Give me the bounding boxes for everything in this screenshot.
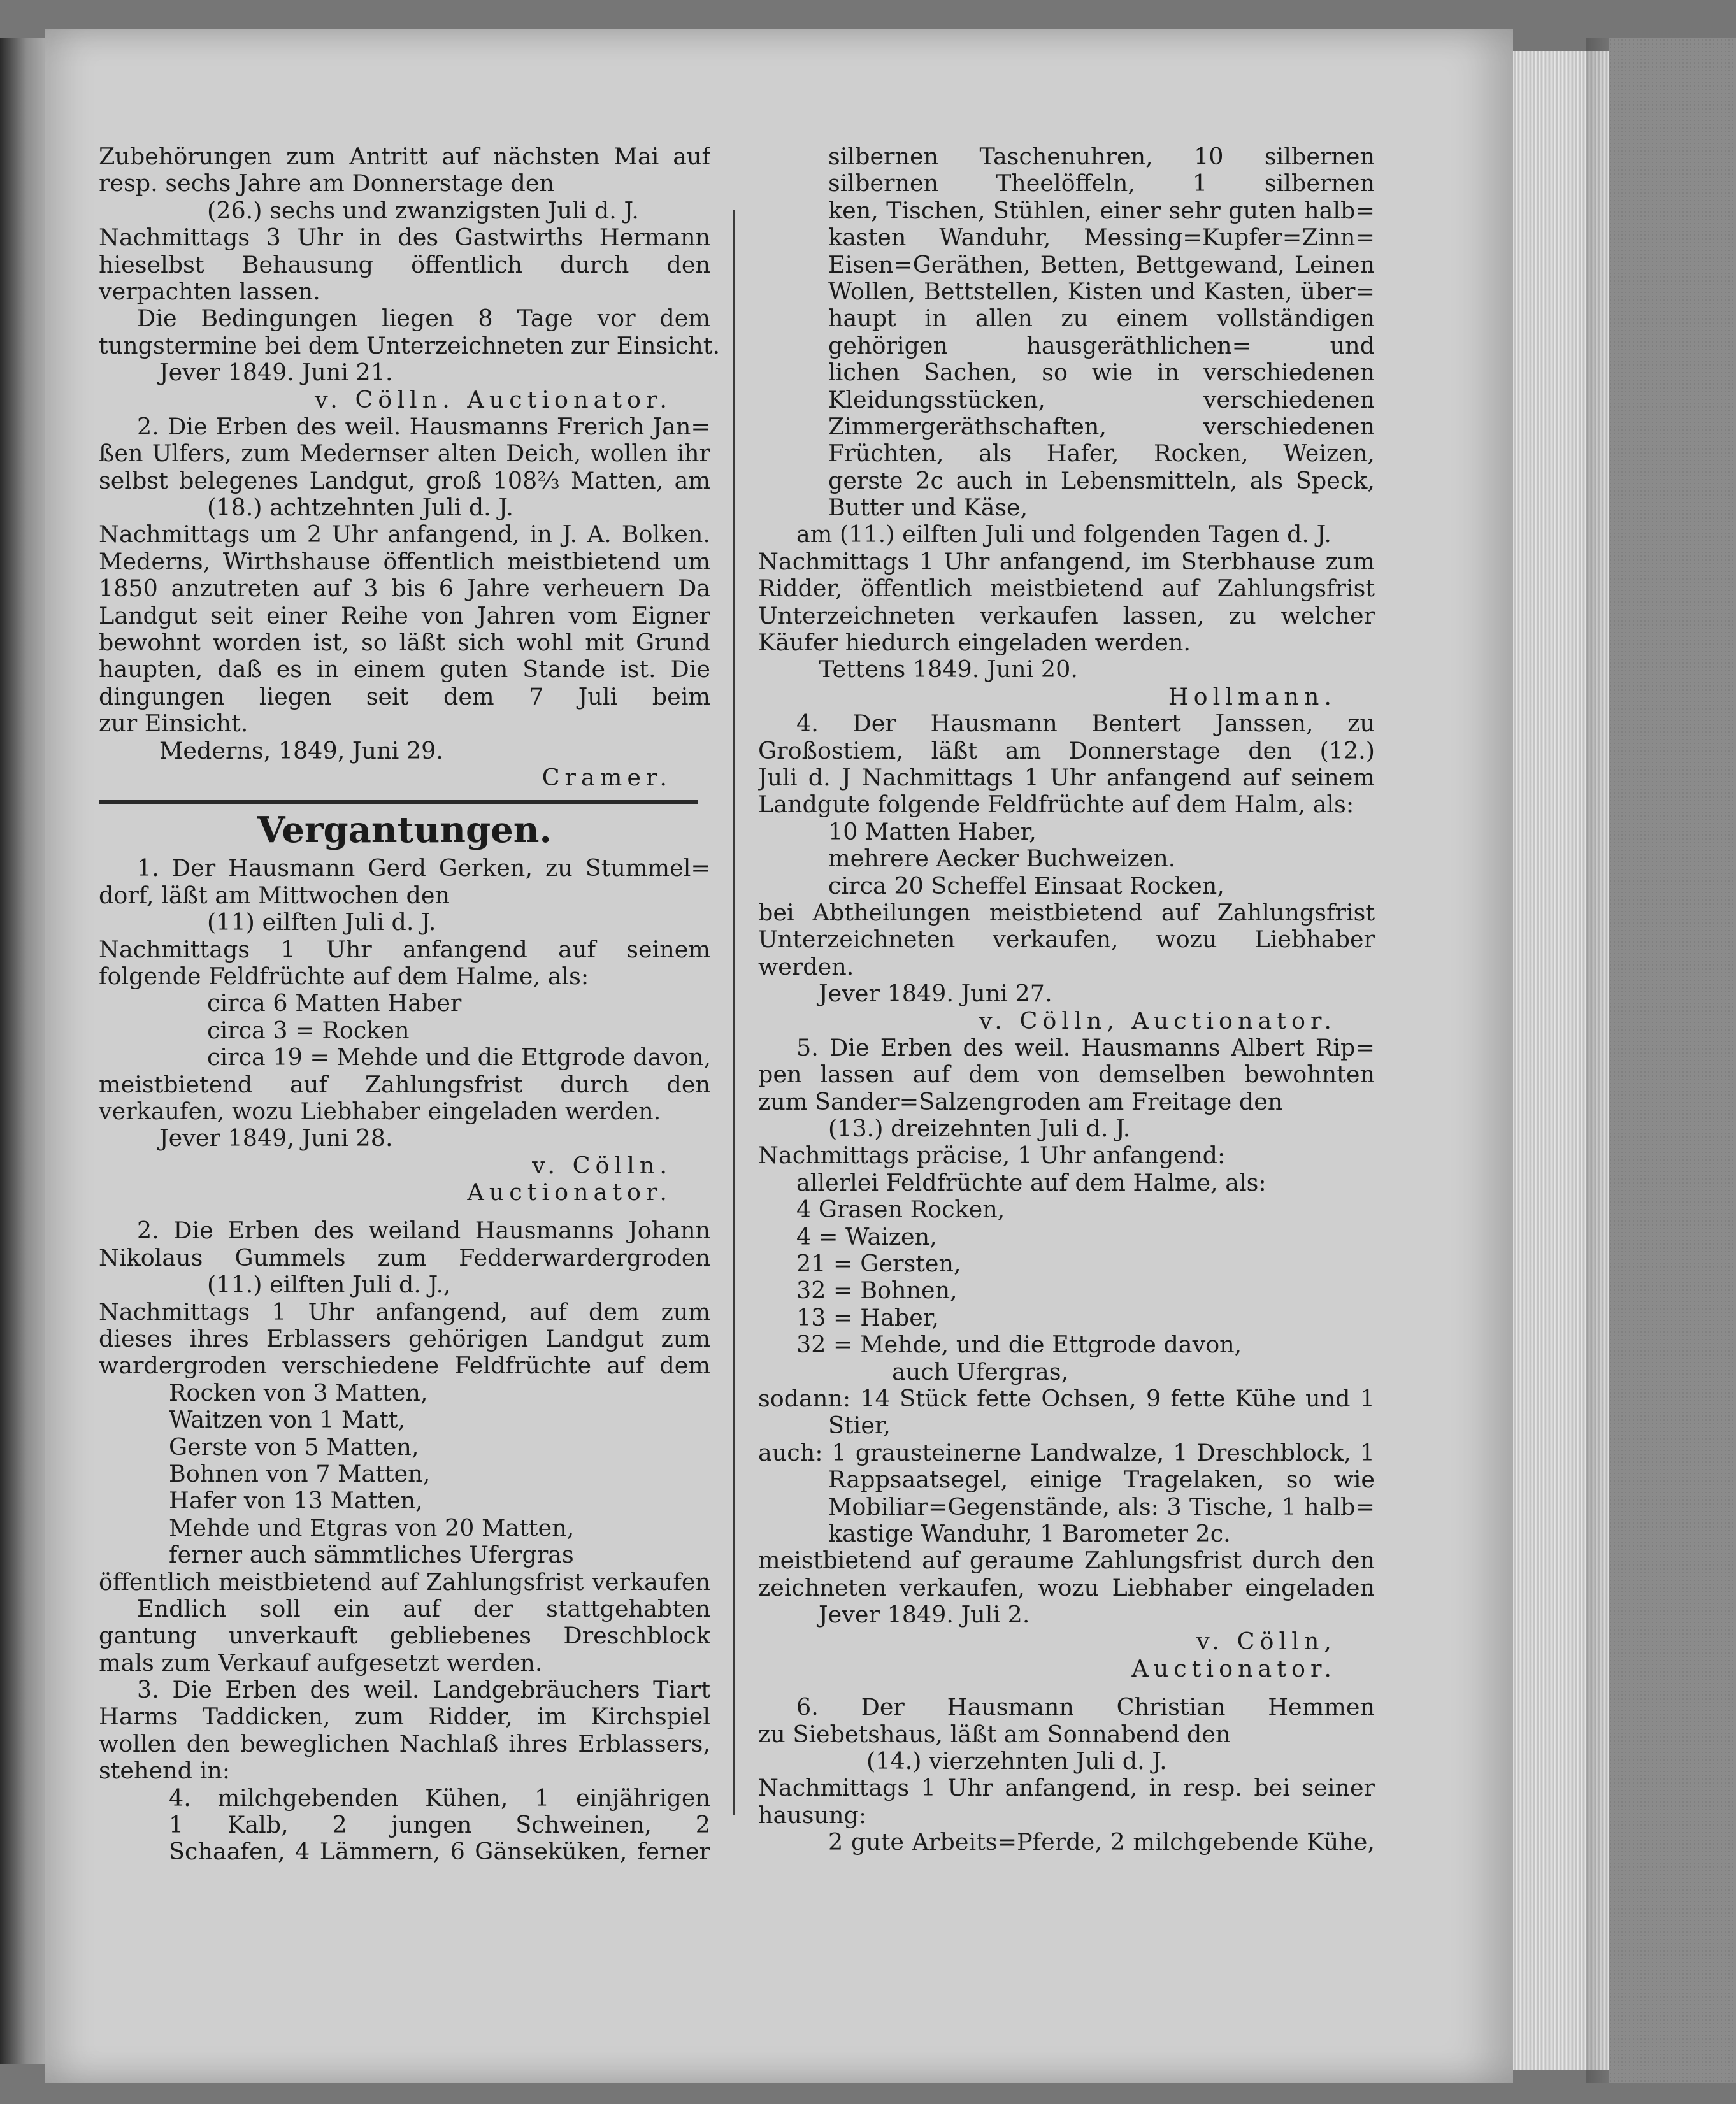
text-line: (14.) vierzehnten Juli d. J.	[866, 1747, 1167, 1775]
text-line: Gerste von 5 Matten,	[169, 1433, 419, 1461]
text-line: zu Siebetshaus, läßt am Sonnabend den	[758, 1720, 1231, 1748]
signature-line: v. Cölln.	[532, 1151, 672, 1179]
text-line: haupt in allen zu einem vollständigen	[828, 305, 1375, 333]
text-line: Früchten, als Hafer, Rocken, Weizen,	[828, 440, 1375, 468]
text-line: meistbietend auf geraume Zahlungsfrist durch den	[758, 1547, 1375, 1575]
text-line: kastige Wanduhr, 1 Barometer 2c.	[828, 1519, 1231, 1547]
text-line: stehend in:	[99, 1757, 231, 1785]
signature-line: v. Cölln,	[1196, 1628, 1337, 1656]
text-line: gehörigen hausgeräthlichen= und	[828, 332, 1375, 359]
signature-line: Cramer.	[542, 763, 672, 791]
text-line: Kleidungsstücken, verschiedenen	[828, 386, 1375, 413]
text-line: Mobiliar=Gegenstände, als: 3 Tische, 1 halb=	[828, 1493, 1375, 1521]
text-line: 32 = Bohnen,	[796, 1277, 958, 1305]
text-line: Nachmittags präcise, 1 Uhr anfangend:	[758, 1141, 1226, 1170]
text-line: sodann: 14 Stück fette Ochsen, 9 fette Kühe und 1	[758, 1385, 1375, 1412]
text-line: hausung:	[758, 1801, 867, 1829]
text-line: Wollen, Bettstellen, Kisten und Kasten, über=	[828, 278, 1375, 305]
text-line: wollen den beweglichen Nachlaß ihres Erblassers,	[99, 1730, 710, 1757]
text-line: zur Einsicht.	[99, 710, 248, 738]
text-line: Nachmittags 1 Uhr anfangend, im Sterbhause zum	[758, 548, 1375, 575]
column-divider	[733, 210, 735, 1815]
text-line: Jever 1849, Juni 28.	[159, 1124, 393, 1152]
text-line: ferner auch sämmtliches Ufergras	[169, 1541, 574, 1569]
section-rule	[99, 800, 698, 804]
text-line: (11.) eilften Juli d. J.,	[207, 1271, 451, 1299]
text-line: Stier,	[828, 1412, 891, 1440]
text-line: Landgut seit einer Reihe von Jahren vom Eigner	[99, 602, 710, 629]
text-line: Nachmittags 1 Uhr anfangend, in resp. bei seiner	[758, 1775, 1375, 1802]
spacer	[758, 1682, 1375, 1694]
text-line: Zimmergeräthschaften, verschiedenen	[828, 413, 1375, 440]
text-line: Tettens 1849. Juni 20.	[819, 655, 1078, 683]
text-line: silbernen Taschenuhren, 10 silbernen	[828, 143, 1375, 170]
text-line: Landgute folgende Feldfrüchte auf dem Halm, als:	[758, 791, 1354, 819]
text-line: mehrere Aecker Buchweizen.	[828, 845, 1176, 873]
text-line: Mederns, 1849, Juni 29.	[159, 736, 443, 764]
text-line: 21 = Gersten,	[796, 1250, 961, 1278]
text-line: werden.	[758, 952, 854, 980]
text-line: Mederns, Wirthshause öffentlich meistbietend um	[99, 548, 710, 575]
text-line: (26.) sechs und zwanzigsten Juli d. J.	[207, 196, 639, 224]
right-text-block	[758, 143, 1375, 1856]
text-line: am (11.) eilften Juli und folgenden Tagen d. J.	[796, 520, 1332, 548]
text-line: Rocken von 3 Matten,	[169, 1378, 428, 1406]
text-line: haupten, daß es in einem guten Stande ist. Die	[99, 656, 710, 683]
text-line: 1 Kalb, 2 jungen Schweinen, 2	[169, 1812, 710, 1839]
signature-line: Auctionator.	[1131, 1654, 1337, 1682]
text-line: Hafer von 13 Matten,	[169, 1487, 423, 1515]
text-line: Butter und Käse,	[828, 494, 1028, 522]
text-line: bei Abtheilungen meistbietend auf Zahlungsfrist	[758, 899, 1375, 926]
text-line: Bohnen von 7 Matten,	[169, 1459, 431, 1487]
text-line: 6. Der Hausmann Christian Hemmen	[796, 1694, 1375, 1721]
text-line: dieses ihres Erblassers gehörigen Landgut zum	[99, 1326, 710, 1353]
text-line: tungstermine bei dem Unterzeichneten zur Einsicht.	[99, 331, 721, 359]
text-line: Juli d. J Nachmittags 1 Uhr anfangend auf seinem	[758, 764, 1375, 791]
text-line: ken, Tischen, Stühlen, einer sehr guten halb=	[828, 197, 1375, 224]
book-cover	[1609, 38, 1736, 2083]
text-line: 4 Grasen Rocken,	[796, 1196, 1005, 1224]
text-line: wardergroden verschiedene Feldfrüchte auf dem	[99, 1352, 710, 1380]
text-line: 2. Die Erben des weiland Hausmanns Johann	[137, 1217, 710, 1245]
text-line: 10 Matten Haber,	[828, 817, 1037, 845]
text-line: mals zum Verkauf aufgesetzt werden.	[99, 1649, 543, 1677]
text-line: Schaafen, 4 Lämmern, 6 Gänseküken, ferner	[169, 1838, 710, 1866]
text-line: zum Sander=Salzengroden am Freitage den	[758, 1087, 1283, 1115]
left-text-block-vergantungen	[99, 855, 710, 1865]
text-line: 1850 anzutreten auf 3 bis 6 Jahre verheuern Da	[99, 575, 710, 603]
left-text-block	[99, 143, 721, 791]
text-line: Unterzeichneten verkaufen, wozu Liebhaber	[758, 926, 1375, 954]
text-line: 1. Der Hausmann Gerd Gerken, zu Stummel=	[137, 855, 710, 882]
spacer	[99, 1206, 710, 1217]
text-line: hieselbst Behausung öffentlich durch den	[99, 251, 710, 278]
text-line: circa 3 = Rocken	[207, 1016, 410, 1044]
signature-line: v. Cölln. Auctionator.	[314, 385, 672, 413]
text-line: Jever 1849. Juni 21.	[159, 359, 393, 387]
text-line: 32 = Mehde, und die Ettgrode davon,	[796, 1331, 1242, 1359]
text-line: (13.) dreizehnten Juli d. J.	[828, 1115, 1131, 1143]
left-column	[99, 143, 721, 1866]
text-line: Endlich soll ein auf der stattgehabten	[137, 1595, 710, 1622]
text-line: silbernen Theelöffeln, 1 silbernen	[828, 170, 1375, 197]
text-line: gerste 2c auch in Lebensmitteln, als Speck,	[828, 467, 1375, 494]
text-line: Rappsaatsegel, einige Tragelaken, so wie	[828, 1466, 1375, 1494]
text-line: bewohnt worden ist, so läßt sich wohl mit Grund	[99, 629, 710, 657]
text-line: ßen Ulfers, zum Medernser alten Deich, wollen ihr	[99, 440, 710, 468]
text-line: 4 = Waizen,	[796, 1222, 937, 1250]
text-line: Eisen=Geräthen, Betten, Bettgewand, Leinen	[828, 251, 1375, 278]
text-line: Harms Taddicken, zum Ridder, im Kirchspiel	[99, 1703, 710, 1731]
text-line: Käufer hiedurch eingeladen werden.	[758, 629, 1191, 657]
text-line: meistbietend auf Zahlungsfrist durch den	[99, 1071, 710, 1098]
text-line: lichen Sachen, so wie in verschiedenen	[828, 359, 1375, 387]
text-line: Nikolaus Gummels zum Fedderwardergroden	[99, 1244, 710, 1271]
text-line: selbst belegenes Landgut, groß 108⅔ Matten, am	[99, 467, 710, 494]
text-line: Nachmittags um 2 Uhr anfangend, in J. A. Bolken.	[99, 521, 710, 548]
text-line: 13 = Haber,	[796, 1303, 939, 1331]
signature-line: Auctionator.	[467, 1178, 672, 1206]
text-line: Die Bedingungen liegen 8 Tage vor dem	[137, 305, 710, 333]
text-line: auch: 1 grausteinerne Landwalze, 1 Dreschblock, 1	[758, 1439, 1375, 1466]
signature-line: Hollmann.	[1168, 682, 1337, 710]
text-line: circa 20 Scheffel Einsaat Rocken,	[828, 871, 1224, 899]
text-line: Mehde und Etgras von 20 Matten,	[169, 1514, 575, 1542]
text-line: Zubehörungen zum Antritt auf nächsten Mai auf	[99, 143, 710, 170]
signature-line: v. Cölln, Auctionator.	[979, 1006, 1337, 1034]
text-line: verkaufen, wozu Liebhaber eingeladen werden.	[99, 1097, 661, 1125]
text-line: circa 19 = Mehde und die Ettgrode davon,	[207, 1043, 712, 1071]
text-line: Großostiem, läßt am Donnerstage den (12.)	[758, 737, 1375, 764]
text-line: Jever 1849. Juli 2.	[819, 1601, 1030, 1629]
text-line: Unterzeichneten verkaufen lassen, zu welcher	[758, 602, 1375, 629]
binding-shadow	[1586, 38, 1612, 2083]
text-line: allerlei Feldfrüchte auf dem Halme, als:	[796, 1168, 1266, 1196]
text-line: auch Ufergras,	[892, 1357, 1069, 1385]
text-line: zeichneten verkaufen, wozu Liebhaber eingeladen	[758, 1574, 1375, 1601]
text-line: Nachmittags 1 Uhr anfangend auf seinem	[99, 936, 710, 963]
text-line: Jever 1849. Juni 27.	[819, 980, 1052, 1008]
text-line: Nachmittags 1 Uhr anfangend, auf dem zum	[99, 1298, 710, 1326]
text-line: verpachten lassen.	[99, 277, 320, 305]
text-line: (11) eilften Juli d. J.	[207, 908, 436, 936]
text-line: 4. Der Hausmann Bentert Janssen, zu	[796, 710, 1375, 738]
text-line: 5. Die Erben des weil. Hausmanns Albert Rip=	[796, 1034, 1375, 1061]
text-line: pen lassen auf dem von demselben bewohnten	[758, 1061, 1375, 1089]
text-line: dingungen liegen seit dem 7 Juli beim	[99, 683, 710, 710]
text-line: gantung unverkauft gebliebenes Dreschblock	[99, 1622, 710, 1650]
text-line: Waitzen von 1 Matt,	[169, 1406, 405, 1434]
text-line: Ridder, öffentlich meistbietend auf Zahlungsfrist	[758, 575, 1375, 603]
text-line: (18.) achtzehnten Juli d. J.	[207, 494, 513, 522]
text-line: circa 6 Matten Haber	[207, 989, 462, 1017]
text-line: 2. Die Erben des weil. Hausmanns Frerich Jan=	[137, 413, 710, 440]
text-line: 2 gute Arbeits=Pferde, 2 milchgebende Kühe,	[828, 1829, 1375, 1856]
text-line: dorf, läßt am Mittwochen den	[99, 881, 450, 909]
text-line: öffentlich meistbietend auf Zahlungsfrist verkaufen	[99, 1568, 710, 1596]
text-line: 4. milchgebenden Kühen, 1 einjährigen	[169, 1784, 710, 1812]
text-line: resp. sechs Jahre am Donnerstage den	[99, 169, 554, 197]
text-line: Nachmittags 3 Uhr in des Gastwirths Hermann	[99, 224, 710, 252]
text-line: folgende Feldfrüchte auf dem Halme, als:	[99, 962, 589, 990]
section-heading: Vergantungen.	[257, 809, 552, 852]
text-line: 3. Die Erben des weil. Landgebräuchers Tiart	[137, 1677, 710, 1704]
text-line: kasten Wanduhr, Messing=Kupfer=Zinn=	[828, 224, 1375, 252]
right-column	[758, 143, 1375, 1856]
